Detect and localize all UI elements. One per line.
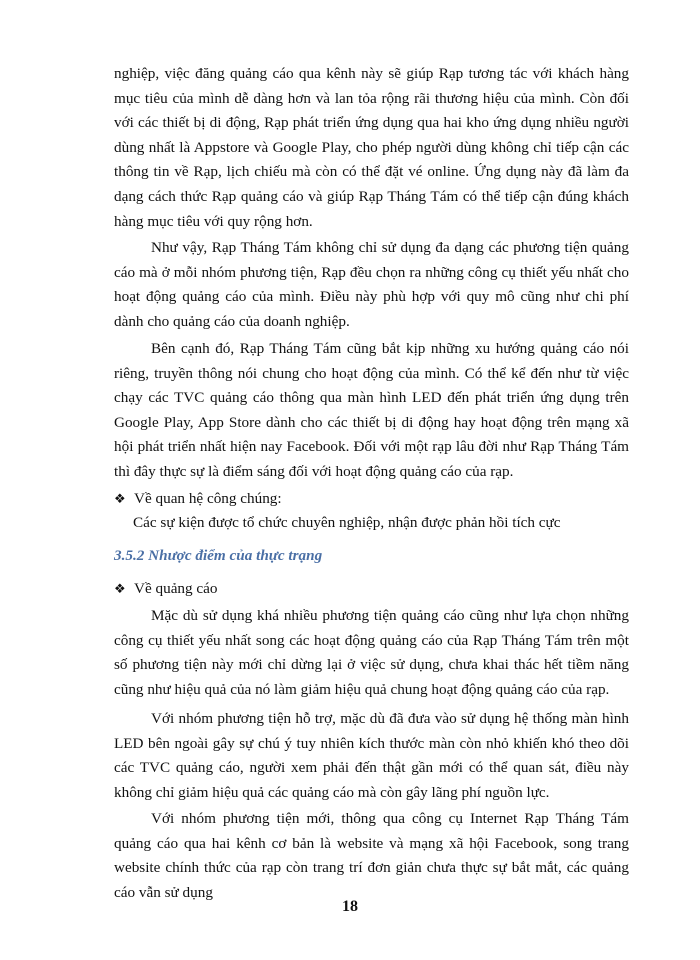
public-relations-detail: Các sự kiện được tổ chức chuyên nghiệp, nhận được phản hồi tích cực — [133, 514, 561, 531]
page-number: 18 — [342, 898, 358, 915]
paragraph-support-media: Với nhóm phương tiện hỗ trợ, mặc dù đã đưa vào sử dụng hệ thống màn hình LED bên ngoài gây sự chú ý tuy nhiên kích thước màn còn nhỏ khiến khó theo dõi các TVC quảng cáo, người xem phải đến thật gần mới có thể quan sát, điều này không chỉ giảm hiệu quả các quảng cáo mà còn gây lãng phí nguồn lực. — [114, 710, 629, 801]
paragraph-weakness-advertising: Mặc dù sử dụng khá nhiều phương tiện quảng cáo cũng như lựa chọn những công cụ thiết yếu nhất song các hoạt động quảng cáo của Rạp Tháng Tám trên một số phương tiện này mới chỉ dừng lại ở việc sử dụng, chưa khai thác hết tiềm năng cũng như hiệu quả của nó làm giảm hiệu quả chung hoạt động quảng cáo của rạp. — [114, 607, 629, 698]
section-heading: 3.5.2 Nhược điểm của thực trạng — [114, 547, 323, 564]
diamond-bullet-icon: ❖ — [114, 581, 126, 596]
bullet-advertising — [114, 577, 218, 601]
paragraph-new-media: Với nhóm phương tiện mới, thông qua công cụ Internet Rạp Tháng Tám quảng cáo qua hai kênh cơ bản là website và mạng xã hội Facebook, song trang website chính thức của rạp còn trang trí đơn giản chưa thực sự bắt mắt, các quảng cáo vẫn sử dụng — [114, 810, 629, 901]
paragraph-advertising-channels: nghiệp, việc đăng quảng cáo qua kênh này sẽ giúp Rạp tương tác với khách hàng mục tiêu của mình dễ dàng hơn và lan tỏa rộng rãi thương hiệu của mình. Còn đối với các thiết bị di động, Rạp phát triển ứng dụng qua hai kho ứng dụng nhiều người dùng nhất là Appstore và Google Play, cho phép người dùng không chỉ tiếp cận các thông tin về Rạp, lịch chiếu mà còn có thể đặt vé online. Ứng dụng này đã làm đa dạng cách thức Rạp quảng cáo và giúp Rạp Tháng Tám có thể tiếp cận đúng khách hàng mục tiêu với quy rộng hơn. — [114, 65, 629, 230]
paragraph-trends: Bên cạnh đó, Rạp Tháng Tám cũng bắt kịp những xu hướng quảng cáo nói riêng, truyền thông nói chung cho hoạt động của mình. Có thể kể đến như từ việc chạy các TVC quảng cáo thông qua màn hình LED đến phát triển ứng dụng trên Google Play, App Store dành cho các thiết bị di động hay hoạt động trên mạng xã hội phát triển nhất hiện nay Facebook. Đối với một rạp lâu đời như Rạp Tháng Tám thì đây thực sự là điểm sáng đối với hoạt động quảng cáo của rạp. — [114, 340, 629, 480]
bullet-public-relations-label: Về quan hệ công chúng: — [134, 490, 282, 507]
paragraph-media-diversity: Như vậy, Rạp Tháng Tám không chỉ sử dụng đa dạng các phương tiện quảng cáo mà ở mỗi nhóm phương tiện, Rạp đều chọn ra những công cụ thiết yếu nhất cho hoạt động quảng cáo của mình. Điều này phù hợp với quy mô cũng như chi phí dành cho quảng cáo của doanh nghiệp. — [114, 239, 629, 330]
bullet-public-relations — [114, 487, 282, 511]
diamond-bullet-icon: ❖ — [114, 491, 126, 506]
bullet-advertising-label: Về quảng cáo — [134, 580, 218, 597]
